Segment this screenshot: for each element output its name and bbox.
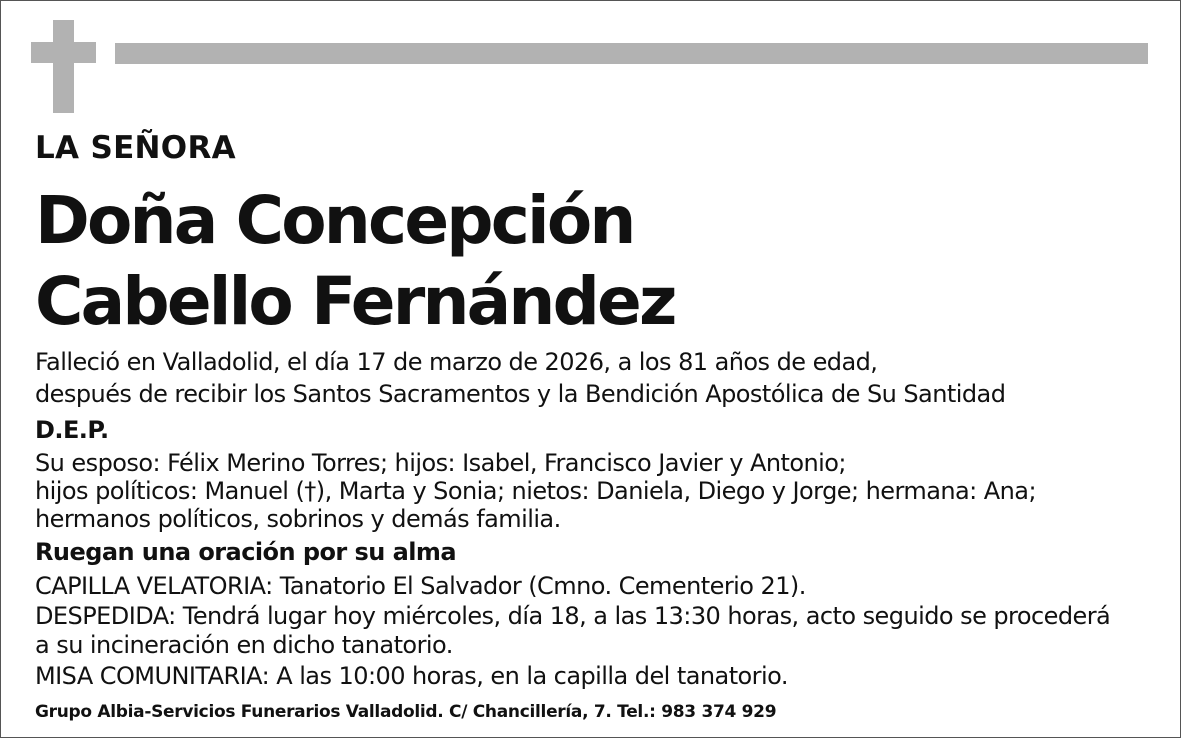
family-line1: Su esposo: Félix Merino Torres; hijos: Isabel, Francisco Javier y Antonio;: [35, 449, 846, 477]
funeral-home-footer: Grupo Albia-Servicios Funerarios Valladolid. C/ Chancillería, 7. Tel.: 983 374 929: [35, 702, 777, 722]
cross-icon-arm: [31, 42, 96, 63]
deceased-name-line2: Cabello Fernández: [35, 263, 675, 340]
chapel-info: CAPILLA VELATORIA: Tanatorio El Salvador (Cmno. Cementerio 21).: [35, 572, 806, 600]
death-details-line2: después de recibir los Santos Sacramentos y la Bendición Apostólica de Su Santidad: [35, 380, 1006, 408]
cross-icon: [53, 20, 74, 113]
farewell-line2: a su incineración en dicho tanatorio.: [35, 631, 453, 659]
prayer-request: Ruegan una oración por su alma: [35, 538, 456, 566]
farewell-line1: DESPEDIDA: Tendrá lugar hoy miércoles, día 18, a las 13:30 horas, acto seguido se procederá: [35, 602, 1111, 630]
header-rule: [115, 43, 1148, 64]
death-details-line1: Falleció en Valladolid, el día 17 de marzo de 2026, a los 81 años de edad,: [35, 348, 878, 376]
family-line3: hermanos políticos, sobrinos y demás familia.: [35, 505, 561, 533]
deceased-name-line1: Doña Concepción: [35, 182, 634, 259]
honorific: LA SEÑORA: [35, 130, 236, 166]
mass-info: MISA COMUNITARIA: A las 10:00 horas, en la capilla del tanatorio.: [35, 662, 788, 690]
family-line2: hijos políticos: Manuel (†), Marta y Sonia; nietos: Daniela, Diego y Jorge; hermana: Ana;: [35, 477, 1037, 505]
dep-label: D.E.P.: [35, 416, 109, 444]
